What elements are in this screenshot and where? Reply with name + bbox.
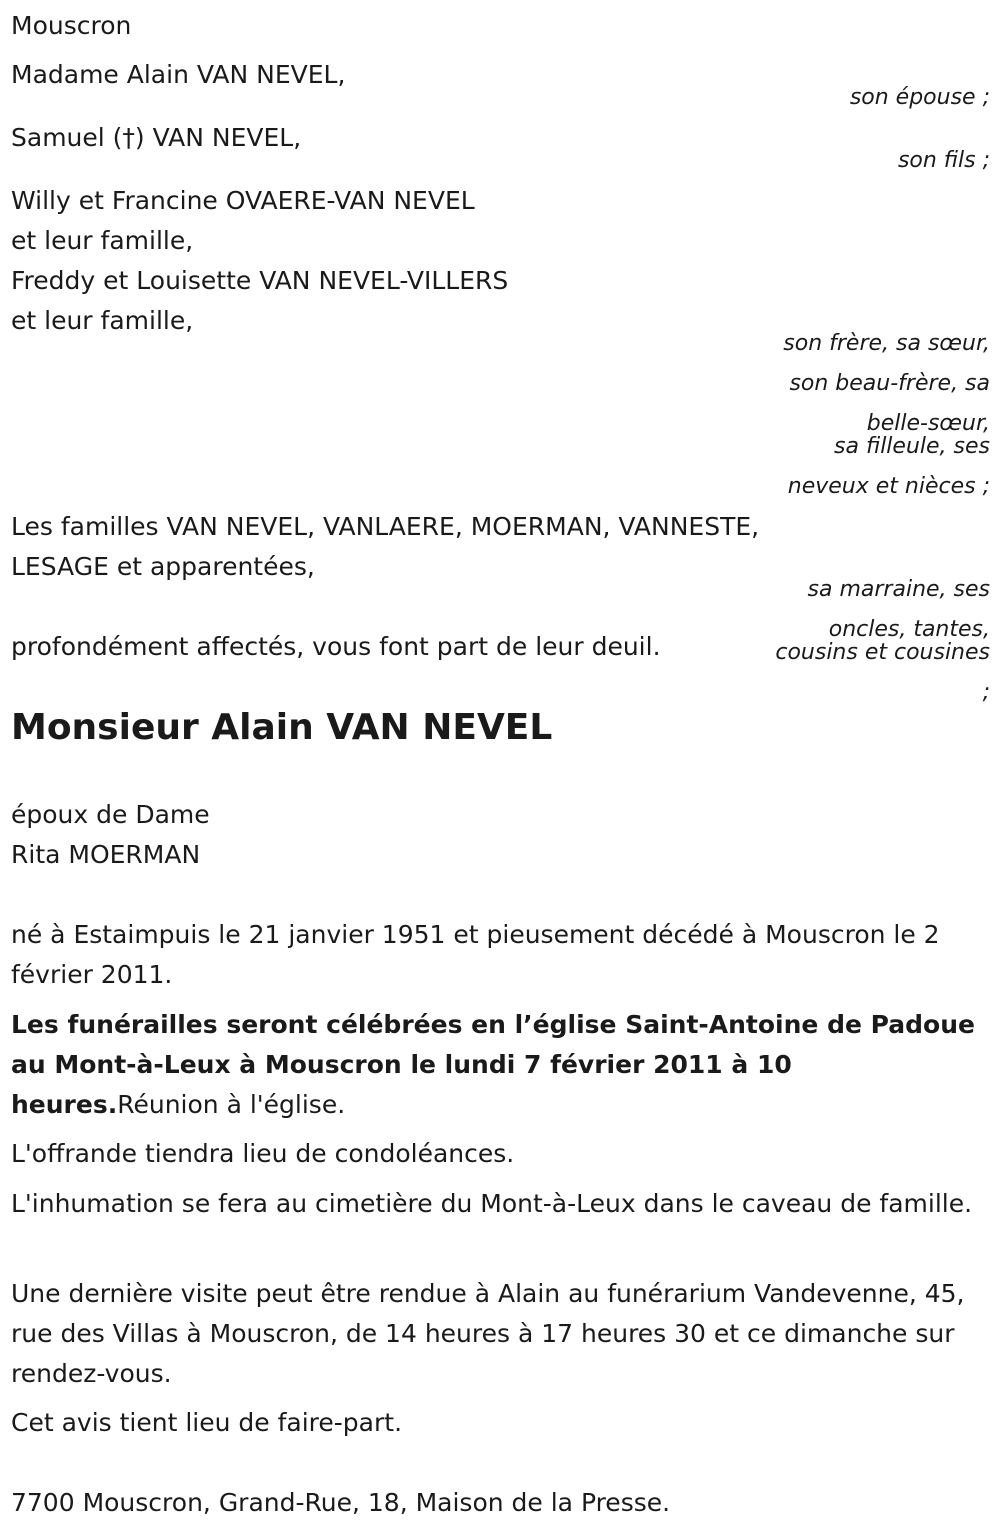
family-line-spouse: Madame Alain VAN NEVEL, [11,60,346,89]
relation-uncles: oncles, tantes, [828,617,990,642]
relation-nephews: neveux et nièces ; [787,474,990,499]
relation-cousins: cousins et cousines [775,640,990,665]
family-line-siblings-2: et leur famille, [11,226,194,255]
relation-in-laws-2: belle-sœur, [866,411,990,436]
relation-goddaughter: sa filleule, ses [834,434,990,459]
family-line-siblings-3: Freddy et Louisette VAN NEVEL-VILLERS [11,266,509,295]
relation-end: ; [982,680,990,705]
burial-paragraph: L'inhumation se fera au cimetière du Mont-à-Leux dans le caveau de famille. [11,1189,973,1218]
spouse-line-1: époux de Dame [11,800,210,829]
family-line-families-1: Les familles VAN NEVEL, VANLAERE, MOERMAN, VANNESTE, [11,512,760,541]
relation-godmother: sa marraine, ses [807,577,990,602]
family-line-siblings-1: Willy et Francine OVAERE-VAN NEVEL [11,186,475,215]
notice-paragraph: Cet avis tient lieu de faire-part. [11,1408,403,1437]
relation-in-laws-1: son beau-frère, sa [789,371,990,396]
funeral-rest-text: Réunion à l'église. [117,1090,346,1119]
relation-son: son fils ; [897,148,990,173]
visit-paragraph: Une dernière visite peut être rendue à Alain au funérarium Vandevenne, 45, rue des Villas à Mouscron, de 14 heures à 17 heures 30 et ce dimanche sur rendez-vous. [11,1279,965,1388]
spouse-line-2: Rita MOERMAN [11,840,201,869]
birth-death-paragraph: né à Estaimpuis le 21 janvier 1951 et pieusement décédé à Mouscron le 2 février 2011. [11,920,940,989]
offering-paragraph: L'offrande tiendra lieu de condoléances. [11,1139,515,1168]
family-line-siblings-4: et leur famille, [11,306,194,335]
funeral-bold-text: Les funérailles seront célébrées en l’église Saint-Antoine de Padoue au Mont-à-Leux à Mouscron le lundi 7 février 2011 à 10 heures. [11,1010,975,1119]
deceased-name: Monsieur Alain VAN NEVEL [11,707,553,748]
relation-spouse: son épouse ; [849,85,990,110]
address-line: 7700 Mouscron, Grand-Rue, 18, Maison de la Presse. [11,1488,671,1517]
funeral-paragraph [11,1005,991,1125]
family-line-son: Samuel (†) VAN NEVEL, [11,123,302,152]
family-line-closing: profondément affectés, vous font part de leur deuil. [11,632,661,661]
relation-siblings: son frère, sa sœur, [783,331,990,356]
family-line-families-2: LESAGE et apparentées, [11,552,315,581]
location-heading: Mouscron [11,11,132,40]
